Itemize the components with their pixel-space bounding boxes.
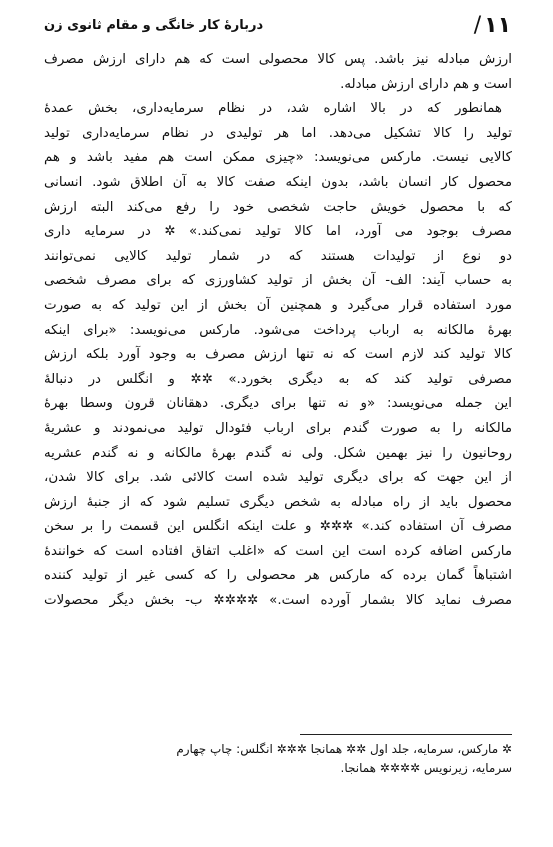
body-line: محصول کار انسان باشد، بدون اینکه صفت کالا به آن اطلاق شود. انسانی [44, 174, 512, 190]
body-line: به حساب آیند: الف- آن بخش از تولید کشاورزی که برای مصرف شخصی [44, 273, 512, 289]
body-line: روحانیون را نیز بهمین شکل. ولی نه گندم بهرهٔ مالکانه و نه گندم عشریه [44, 445, 512, 461]
body-line: مصرف آن استفاده کند.» ✲✲✲ و علت اینکه انگلس این قسمت را بر سخن [44, 519, 512, 535]
page-header [44, 8, 511, 42]
body-line: مصرفی تولید کند که به دیگری بخورد.» ✲✲ و انگلس در دنبالهٔ [44, 371, 512, 387]
body-line: مالکانه را به صورت گندم برای ارباب فئودال تولید می‌نمودند و عشریهٔ [44, 420, 512, 436]
footnote-line: ✲ مارکس، سرمایه، جلد اول ✲✲ همانجا ✲✲✲ انگلس: چاپ چهارم [176, 742, 512, 756]
footnotes [80, 740, 512, 778]
body-line: تولید را کالا تشکیل می‌دهد. اما هر تولیدی در نظام سرمایه‌داری تولید [44, 125, 512, 141]
running-header-title: دربارهٔ کار خانگی و مقام ثانوی زن [44, 17, 264, 33]
body-line: از این جهت که برای دیگری تولید شده است کالائی شد. برای کالا شدن، [44, 470, 512, 486]
footnote-line: سرمایه، زیرنویس ✲✲✲✲ همانجا. [340, 761, 512, 775]
header-separator: / [473, 12, 482, 38]
body-line: مارکس اضافه کرده است این است که «اغلب اتفاق افتاده است که خوانندهٔ [44, 543, 512, 559]
body-line: همانطور که در بالا اشاره شد، در نظام سرمایه‌داری، بخش عمدهٔ [44, 101, 502, 117]
body-line: اشتباهاً گمان برده که مارکس هر محصولی را که کسی غیر از تولید کننده [44, 568, 512, 584]
body-line: بهرهٔ مالکانه به ارباب پرداخت می‌شود. مارکس می‌نویسد: «برای اینکه [44, 322, 512, 338]
body-line: است و هم دارای ارزش مبادله. [340, 76, 512, 92]
body-line: کالایی نیست. مارکس می‌نویسد: «چیزی ممکن است هم مفید باشد و هم [44, 150, 512, 166]
body-text [44, 48, 512, 614]
body-line: دو نوع از تولیدات هستند که در شمار تولید کالایی نمی‌توانند [44, 248, 512, 264]
body-line: محصول باید از راه مبادله به شخص دیگری تسلیم شود که از جنبهٔ ارزش [44, 494, 512, 510]
footnote-divider [300, 734, 512, 735]
body-line: مصرف نماید کالا بشمار آورده است.» ✲✲✲✲ ب- بخش دیگر محصولات [44, 593, 512, 609]
body-line: ارزش مبادله نیز باشد. پس کالا محصولی است که هم دارای ارزش مصرف [44, 52, 512, 67]
body-line: کالا تولید کند لازم است که نه تنها ارزش مصرف به وجود آورد بلکه ارزش [44, 347, 512, 363]
body-line: مصرف بوجود می آورد، اما کالا تولید نمی‌کند.» ✲ در سرمایه داری [44, 224, 512, 240]
body-line: که با محصول خویش حاجت شخصی خود را رفع می‌کند البته ارزش [44, 199, 512, 215]
body-line: این جمله می‌نویسد: «و نه تنها برای دیگری. دهقانان قرون وسطا بهرهٔ [44, 396, 512, 412]
body-line: مورد استفاده قرار می‌گیرد و همچنین آن بخش از این تولید که به صورت [44, 297, 512, 313]
page-number: ۱۱/ [473, 12, 511, 38]
